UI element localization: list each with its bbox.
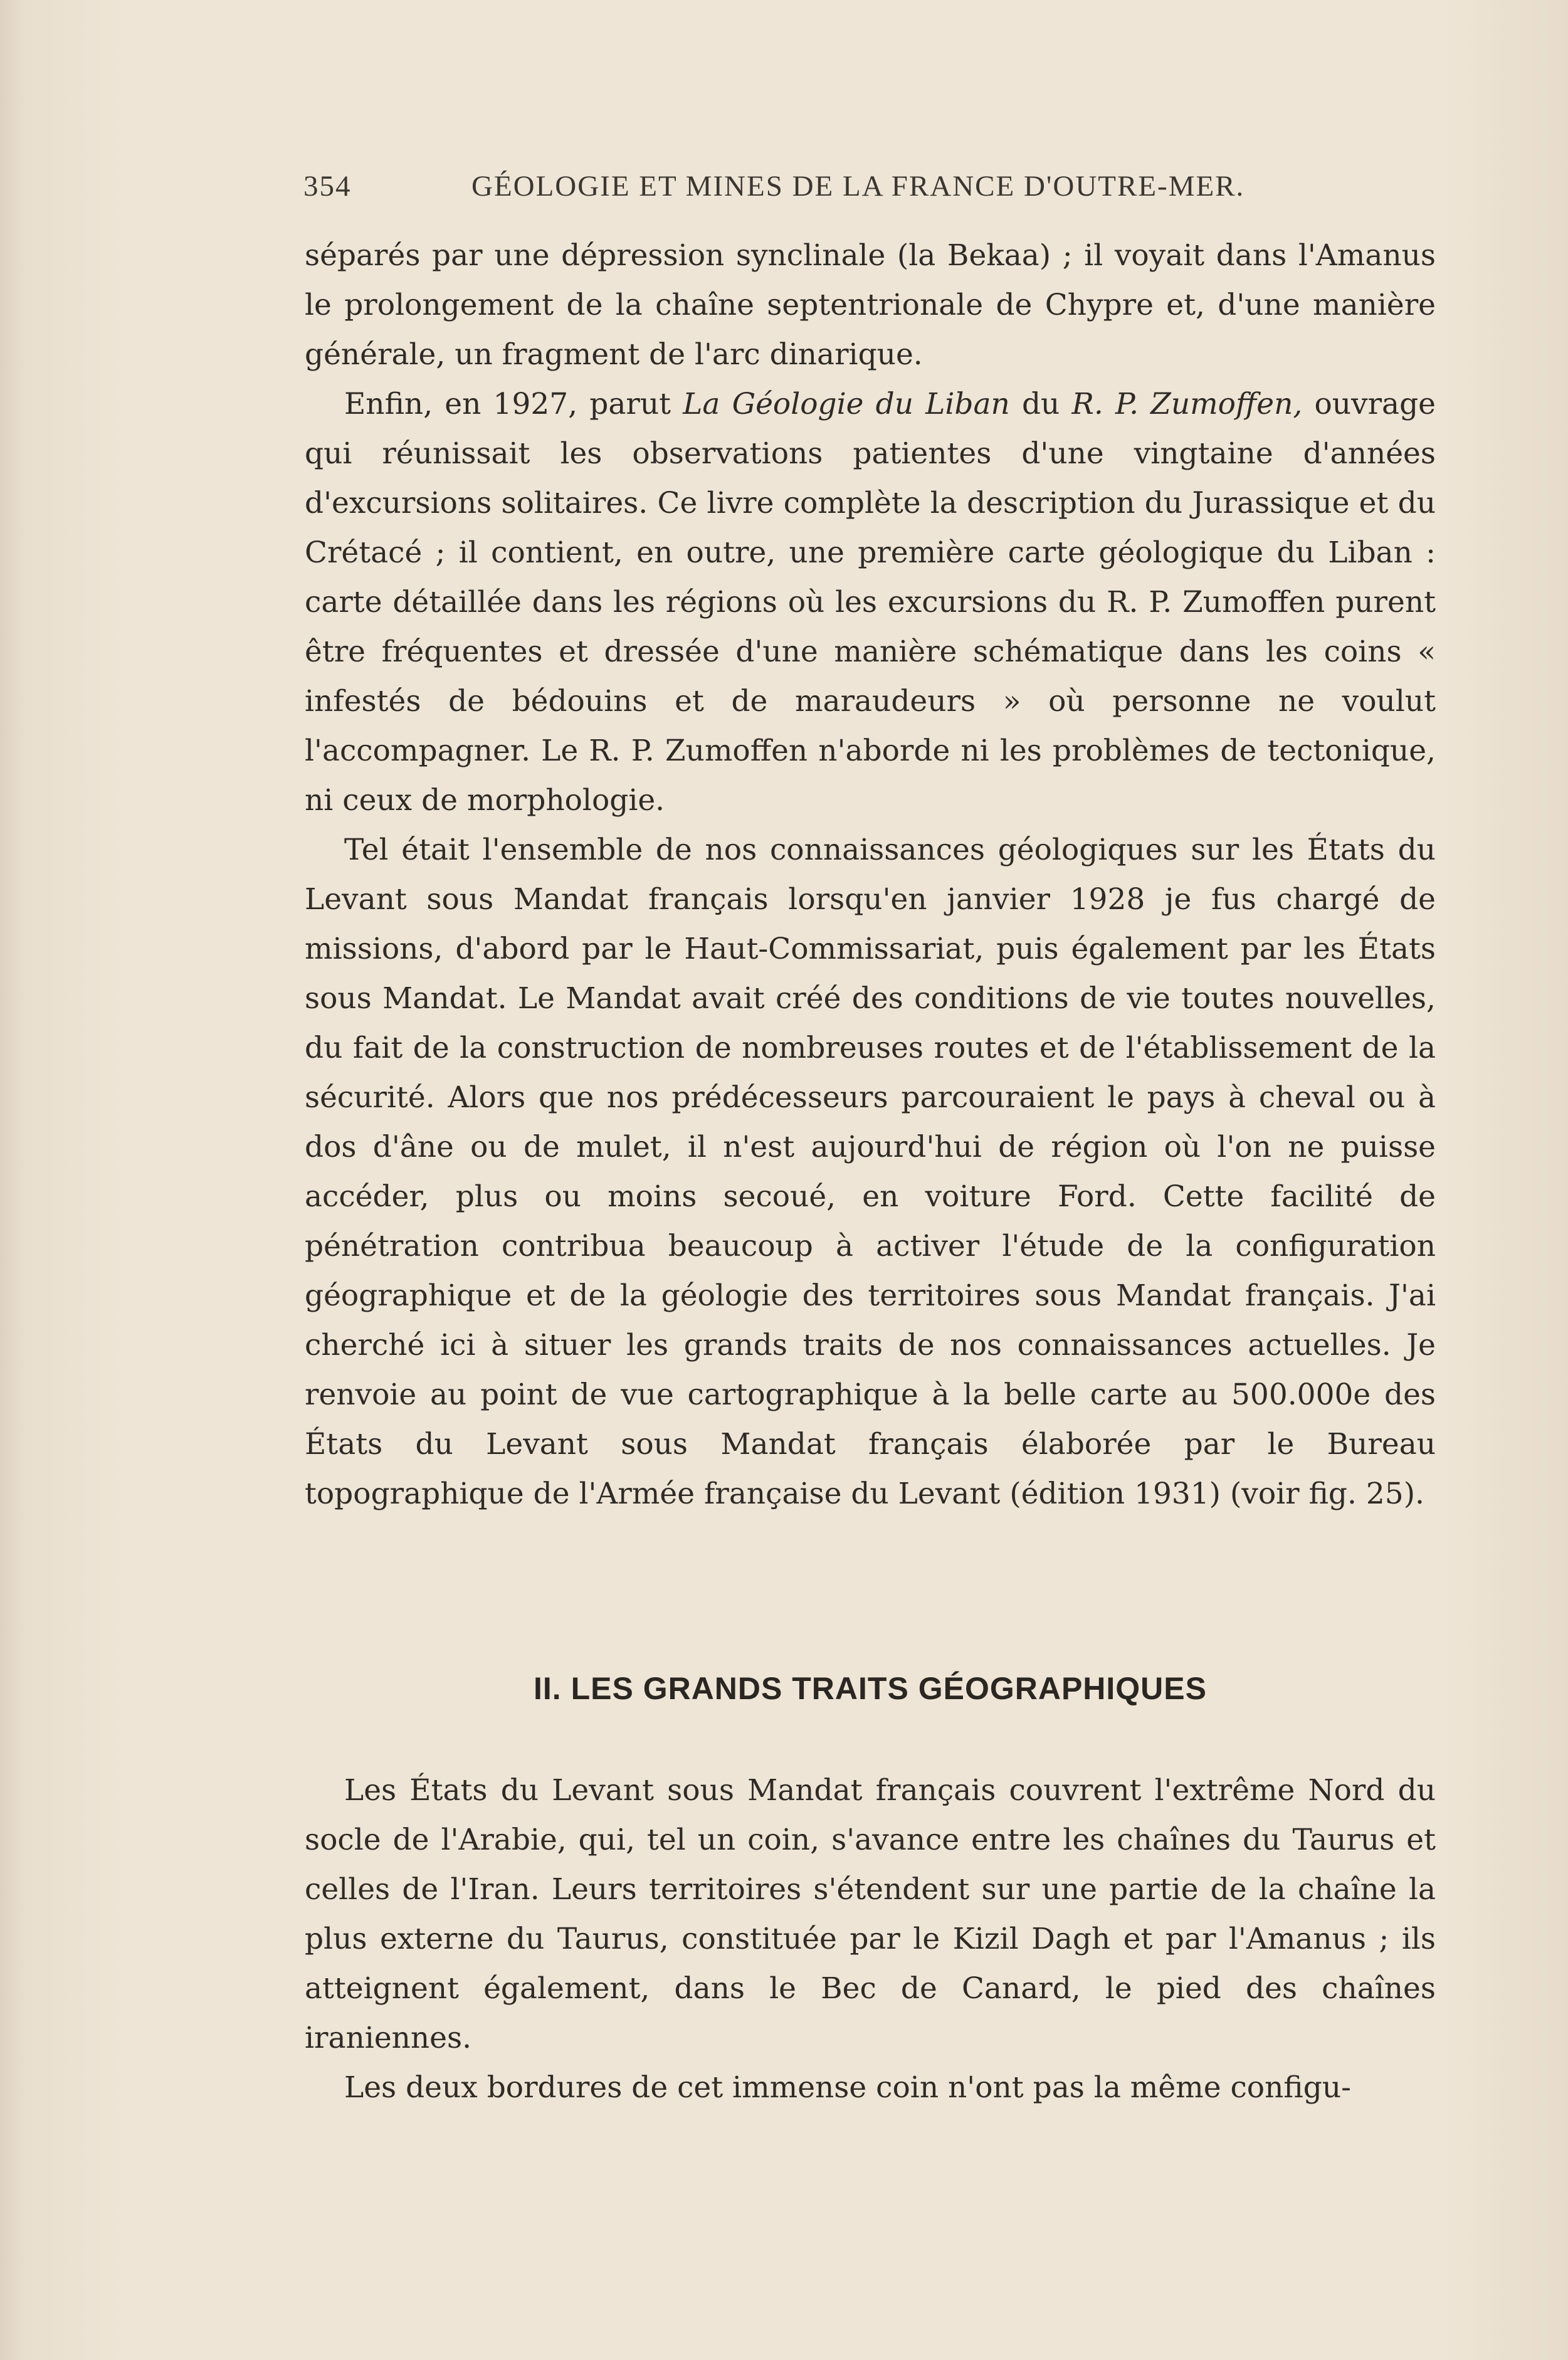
section-heading: II. LES GRANDS TRAITS GÉOGRAPHIQUES [534, 1671, 1207, 1706]
paragraph-missions: Tel était l'ensemble de nos connaissances géologiques sur les États du Levant sous Mandat français lorsqu'en janvier 1928 je fus chargé de missions, d'abord par le Haut-Commissariat, puis également par les États sous Mandat. Le Mandat avait créé des conditions de vie toutes nouvelles, du fait de la construction de nombreuses routes et de l'établissement de la sécurité. Alors que nos prédécesseurs parcouraient le pays à cheval ou à dos d'âne ou de mulet, il n'est aujourd'hui de région où l'on ne puisse accéder, plus ou moins secoué, en voiture Ford. Cette facilité de pénétration contribua beaucoup à activer l'étude de la configuration géographique et de la géologie des territoires sous Mandat français. J'ai cherché ici à situer les grands traits de nos connaissances actuelles. Je renvoie au point de vue cartographique à la belle carte au 500.000e des États du Levant sous Mandat français élaborée par le Bureau topographique de l'Armée française du Levant (édition 1931) (voir fig. 25). [305, 833, 1436, 1511]
page-number: 354 [303, 170, 352, 203]
page-header [303, 169, 1294, 213]
author-name: R. P. Zumoffen, [1071, 387, 1303, 421]
book-title: La Géologie du Liban [683, 387, 1010, 421]
p2-rest: ouvrage qui réunissait les observations patientes d'une vingtaine d'années d'excursions solitaires. Ce livre complète la description du Jurassique et du Crétacé ; il contient, en outre, une première carte géologique du Liban : carte détaillée dans les régions où les excursions du R. P. Zumoffen purent être fréquentes et dressée d'une manière schématique dans les coins « infestés de bédouins et de maraudeurs » où personne ne voulut l'accompagner. Le R. P. Zumoffen n'aborde ni les problèmes de tectonique, ni ceux de morphologie. [305, 387, 1436, 818]
paragraph-zumoffen [305, 379, 1436, 825]
p2-start: Enfin, en 1927, parut [344, 387, 683, 421]
paragraph-levant-states: Les États du Levant sous Mandat français couvrent l'extrême Nord du socle de l'Arabie, qui, tel un coin, s'avance entre les chaînes du Taurus et celles de l'Iran. Leurs territoires s'étendent sur une partie de la chaîne la plus externe du Taurus, constituée par le Kizil Dagh et par l'Amanus ; ils atteignent également, dans le Bec de Canard, le pied des chaînes iraniennes. [305, 1773, 1436, 2055]
paragraph-continuation: séparés par une dépression synclinale (la Bekaa) ; il voyait dans l'Amanus le prolongement de la chaîne septentrionale de Chypre et, d'une manière générale, un fragment de l'arc dinarique. [305, 238, 1436, 372]
main-text-bottom [305, 1766, 1436, 2112]
running-title: GÉOLOGIE ET MINES DE LA FRANCE D'OUTRE-MER. [471, 170, 1245, 203]
paragraph-borders: Les deux bordures de cet immense coin n'ont pas la même configu- [344, 2070, 1351, 2105]
main-text-top [305, 231, 1436, 1519]
p2-du: du [1009, 387, 1072, 421]
